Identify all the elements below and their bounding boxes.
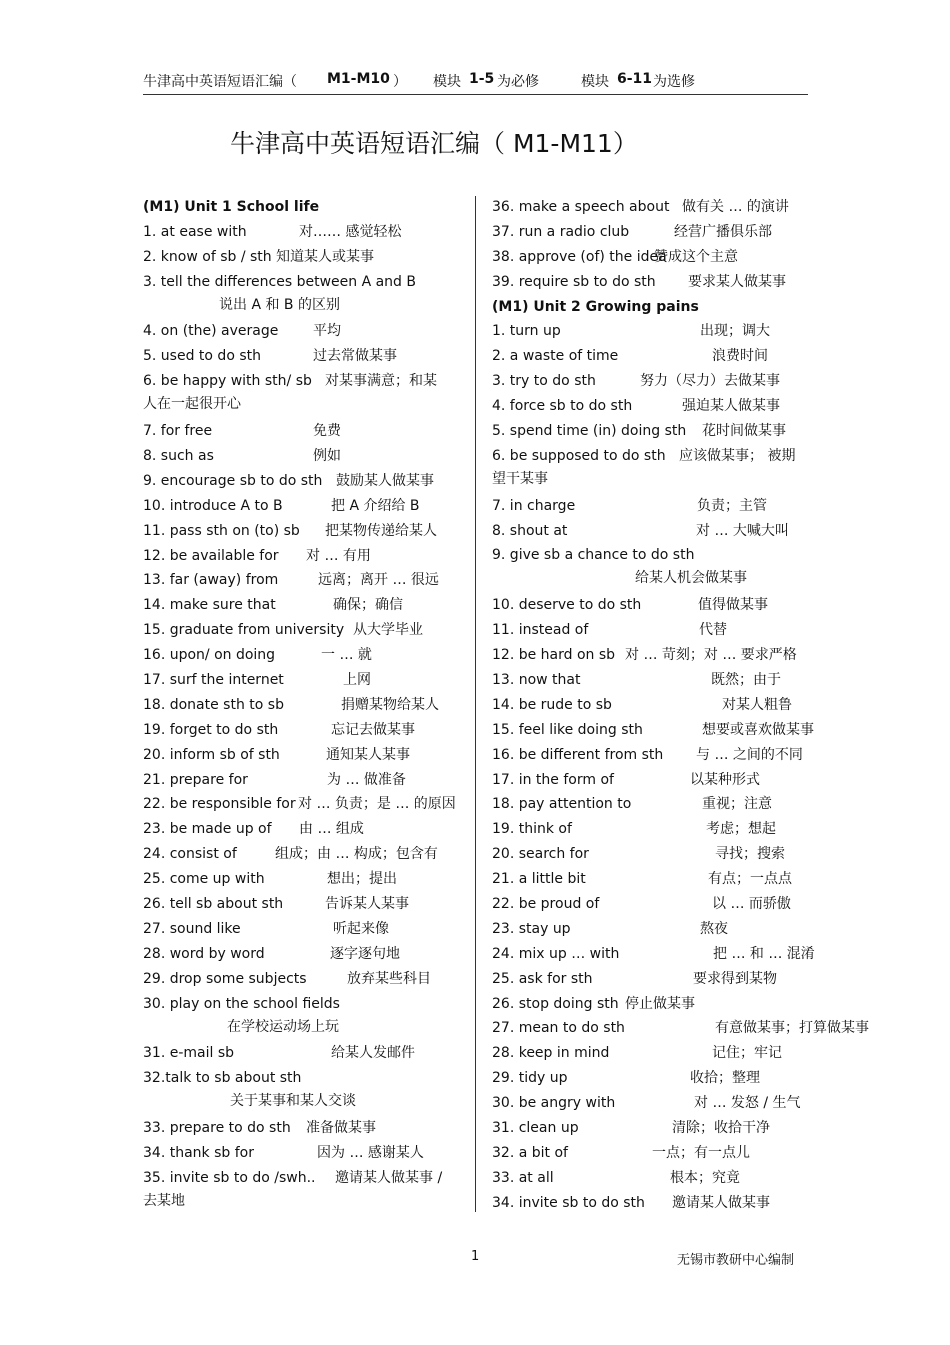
phrase-chinese: 逐字逐句地 xyxy=(330,945,400,962)
phrase-entry xyxy=(492,843,808,868)
phrase-chinese: 把 … 和 … 混淆 xyxy=(713,945,815,962)
phrase-chinese-continued: 给某人机会做某事 xyxy=(635,570,747,587)
phrase-chinese: 想要或喜欢做某事 xyxy=(702,721,814,738)
phrase-entry xyxy=(492,196,808,221)
phrase-chinese: 对 … 有用 xyxy=(306,547,371,564)
phrase-chinese: 免费 xyxy=(313,423,341,440)
phrase-chinese: 停止做某事 xyxy=(625,995,695,1012)
phrase-english: 30. be angry with xyxy=(492,1095,616,1112)
phrase-entry xyxy=(492,271,808,296)
phrase-chinese: 对 … 苛刻；对 … 要求严格 xyxy=(625,647,797,664)
phrase-chinese: 告诉某人某事 xyxy=(325,895,409,912)
phrase-english: 26. tell sb about sth xyxy=(143,895,284,912)
phrase-chinese: 听起来像 xyxy=(333,920,389,937)
phrase-entry xyxy=(492,619,808,644)
phrase-english: 31. e-mail sb xyxy=(143,1045,235,1062)
running-header xyxy=(143,70,808,95)
phrase-chinese: 对 … 负责；是 … 的原因 xyxy=(298,796,456,813)
phrase-chinese: 强迫某人做某事 xyxy=(682,398,780,415)
phrase-english: 4. force sb to do sth xyxy=(492,398,633,415)
phrase-chinese: 与 … 之间的不同 xyxy=(696,746,803,763)
phrase-entry xyxy=(143,246,463,271)
phrase-english: 24. consist of xyxy=(143,846,237,863)
phrase-english: 13. now that xyxy=(492,671,581,688)
phrase-english: 22. be proud of xyxy=(492,895,600,912)
phrase-chinese-continued: 人在一起很开心 xyxy=(143,396,241,413)
phrase-entry xyxy=(143,470,463,495)
phrase-english: 39. require sb to do sth xyxy=(492,273,656,290)
phrase-chinese: 邀请某人做某事 / xyxy=(335,1169,443,1186)
phrase-chinese: 平均 xyxy=(313,323,341,340)
phrase-chinese: 想出；提出 xyxy=(327,871,397,888)
phrase-entry xyxy=(492,594,808,619)
phrase-english: 19. think of xyxy=(492,821,572,838)
phrase-entry xyxy=(143,694,463,719)
phrase-chinese: 负责；主管 xyxy=(697,497,767,514)
phrase-english: 9. encourage sb to do sth xyxy=(143,472,323,489)
phrase-chinese: 捐赠某物给某人 xyxy=(341,696,439,713)
phrase-chinese: 鼓励某人做某事 xyxy=(336,472,434,489)
phrase-chinese: 寻找；搜索 xyxy=(715,846,785,863)
phrase-entry xyxy=(143,545,463,570)
phrase-entry xyxy=(492,744,808,769)
phrase-english: 12. be available for xyxy=(143,547,279,564)
phrase-entry xyxy=(143,893,463,918)
phrase-entry xyxy=(143,943,463,968)
phrase-entry xyxy=(143,1042,463,1067)
header-text-3: ） xyxy=(393,74,407,90)
phrase-english: 9. give sb a chance to do sth xyxy=(492,547,695,564)
phrase-entry xyxy=(492,320,808,345)
phrase-english: 6. be supposed to do sth xyxy=(492,447,666,464)
phrase-english: 32.talk to sb about sth xyxy=(143,1070,302,1087)
phrase-english: 16. upon/ on doing xyxy=(143,647,276,664)
phrase-chinese: 忘记去做某事 xyxy=(331,721,415,738)
phrase-entry xyxy=(143,345,463,370)
phrase-english: 6. be happy with sth/ sb xyxy=(143,373,312,390)
phrase-english: 37. run a radio club xyxy=(492,223,630,240)
phrase-entry xyxy=(492,868,808,893)
phrase-entry xyxy=(492,246,808,271)
phrase-english: 27. sound like xyxy=(143,920,241,937)
phrase-english: 14. make sure that xyxy=(143,597,276,614)
phrase-entry xyxy=(143,818,463,843)
phrase-english: 21. a little bit xyxy=(492,871,586,888)
phrase-english: 3. tell the differences between A and B xyxy=(143,273,416,290)
phrase-english: 3. try to do sth xyxy=(492,373,596,390)
phrase-chinese: 努力（尽力）去做某事 xyxy=(640,373,780,390)
phrase-english: 15. feel like doing sth xyxy=(492,721,643,738)
phrase-chinese: 考虑；想起 xyxy=(706,821,776,838)
phrase-chinese: 从大学毕业 xyxy=(353,622,423,639)
right-column xyxy=(492,196,869,1217)
phrase-chinese: 因为 … 感谢某人 xyxy=(317,1144,424,1161)
phrase-entry xyxy=(492,644,808,669)
phrase-chinese: 赞成这个主意 xyxy=(654,248,738,265)
header-text-9: 为选修 xyxy=(653,74,695,90)
section-heading-text: (M1) Unit 1 School life xyxy=(143,199,320,215)
phrase-english: 35. invite sb to do /swh.. xyxy=(143,1169,316,1186)
phrase-chinese: 放弃某些科目 xyxy=(347,970,431,987)
phrase-chinese: 根本；究竟 xyxy=(670,1169,740,1186)
phrase-chinese: 对某人粗鲁 xyxy=(722,696,792,713)
phrase-english: 36. make a speech about xyxy=(492,199,670,215)
phrase-english: 10. introduce A to B xyxy=(143,497,283,514)
phrase-entry xyxy=(143,420,463,445)
phrase-entry xyxy=(143,594,463,619)
phrase-entry xyxy=(143,719,463,744)
phrase-chinese: 重视；注意 xyxy=(702,796,772,813)
phrase-chinese: 花时间做某事 xyxy=(702,423,786,440)
phrase-chinese: 给某人发邮件 xyxy=(331,1045,415,1062)
phrase-chinese: 例如 xyxy=(313,447,341,464)
column-divider xyxy=(475,196,476,1212)
section-heading xyxy=(143,196,463,221)
phrase-chinese: 邀请某人做某事 xyxy=(672,1194,770,1211)
phrase-entry xyxy=(492,370,808,395)
phrase-entry xyxy=(492,993,808,1018)
phrase-entry xyxy=(492,694,808,719)
phrase-english: 12. be hard on sb xyxy=(492,647,616,664)
phrase-chinese-continued: 说出 A 和 B 的区别 xyxy=(219,296,340,313)
phrase-english: 1. turn up xyxy=(492,323,561,340)
header-text-2: M1-M10 xyxy=(327,71,390,87)
phrase-english: 14. be rude to sb xyxy=(492,696,612,713)
phrase-entry xyxy=(143,968,463,993)
phrase-chinese: 组成；由 … 构成；包含有 xyxy=(275,846,438,863)
phrase-entry xyxy=(492,918,808,943)
phrase-entry xyxy=(143,1142,463,1167)
phrase-entry xyxy=(143,221,463,246)
phrase-english: 10. deserve to do sth xyxy=(492,597,642,614)
phrase-chinese: 知道某人或某事 xyxy=(276,248,374,265)
phrase-english: 11. instead of xyxy=(492,622,589,639)
phrase-entry xyxy=(143,271,463,321)
phrase-english: 2. a waste of time xyxy=(492,348,619,365)
phrase-chinese-continued: 望干某事 xyxy=(492,470,548,487)
phrase-chinese: 既然；由于 xyxy=(711,671,781,688)
header-text-5: 1-5 xyxy=(469,71,495,87)
phrase-chinese: 过去常做某事 xyxy=(313,348,397,365)
page-number: 1 xyxy=(471,1249,480,1264)
phrase-entry xyxy=(492,395,808,420)
phrase-entry xyxy=(143,1067,463,1117)
phrase-english: 24. mix up … with xyxy=(492,945,620,962)
footer-organization: 无锡市教研中心编制 xyxy=(677,1253,795,1268)
phrase-english: 26. stop doing sth xyxy=(492,995,619,1012)
phrase-english: 15. graduate from university xyxy=(143,622,345,639)
phrase-english: 8. such as xyxy=(143,447,214,464)
phrase-chinese: 远离；离开 … 很远 xyxy=(318,572,439,589)
phrase-chinese: 上网 xyxy=(343,671,371,688)
phrase-chinese: 以某种形式 xyxy=(690,771,760,788)
phrase-entry xyxy=(492,818,808,843)
phrase-entry xyxy=(143,1117,463,1142)
phrase-english: 2. know of sb / sth xyxy=(143,248,272,265)
phrase-entry xyxy=(492,669,808,694)
phrase-english: 20. search for xyxy=(492,846,589,863)
phrase-chinese: 以 … 而骄傲 xyxy=(712,895,791,912)
phrase-entry xyxy=(492,221,808,246)
phrase-chinese: 对…… 感觉轻松 xyxy=(299,223,402,240)
phrase-chinese-continued: 去某地 xyxy=(143,1192,185,1209)
phrase-chinese: 清除；收拾干净 xyxy=(672,1119,770,1136)
phrase-english: 18. donate sth to sb xyxy=(143,696,284,713)
phrase-english: 19. forget to do sth xyxy=(143,721,279,738)
phrase-entry xyxy=(143,843,463,868)
phrase-chinese: 准备做某事 xyxy=(306,1120,376,1137)
phrase-entry xyxy=(492,1042,808,1067)
phrase-english: 28. keep in mind xyxy=(492,1045,610,1062)
phrase-chinese-continued: 在学校运动场上玩 xyxy=(227,1018,339,1035)
phrase-entry xyxy=(492,1142,808,1167)
phrase-entry xyxy=(143,769,463,794)
phrase-entry xyxy=(492,793,808,818)
phrase-entry xyxy=(143,1167,463,1217)
phrase-chinese: 值得做某事 xyxy=(698,597,768,614)
phrase-english: 1. at ease with xyxy=(143,223,247,240)
phrase-chinese: 有点；一点点 xyxy=(708,871,792,888)
phrase-entry xyxy=(143,644,463,669)
phrase-entry xyxy=(143,669,463,694)
phrase-entry xyxy=(492,345,808,370)
phrase-english: 11. pass sth on (to) sb xyxy=(143,522,300,539)
phrase-entry xyxy=(143,320,463,345)
phrase-english: 17. surf the internet xyxy=(143,671,284,688)
phrase-chinese: 有意做某事；打算做某事 xyxy=(715,1020,869,1037)
phrase-chinese: 对某事满意；和某 xyxy=(325,373,437,390)
phrase-entry xyxy=(143,793,463,818)
phrase-entry xyxy=(492,1167,808,1192)
phrase-english: 23. stay up xyxy=(492,920,571,937)
phrase-english: 29. tidy up xyxy=(492,1070,568,1087)
phrase-chinese: 为 … 做准备 xyxy=(327,771,406,788)
phrase-english: 25. ask for sth xyxy=(492,970,593,987)
phrase-chinese: 应该做某事； 被期 xyxy=(679,447,796,464)
section-heading-text: (M1) Unit 2 Growing pains xyxy=(492,298,699,315)
phrase-entry xyxy=(143,370,463,420)
phrase-chinese: 通知某人某事 xyxy=(326,746,410,763)
phrase-chinese: 一点；有一点儿 xyxy=(652,1144,750,1161)
phrase-chinese: 对 … 大喊大叫 xyxy=(696,522,789,539)
phrase-entry xyxy=(492,520,808,545)
phrase-chinese: 记住；牢记 xyxy=(712,1045,782,1062)
phrase-entry xyxy=(143,619,463,644)
phrase-english: 33. prepare to do sth xyxy=(143,1120,291,1137)
phrase-english: 5. used to do sth xyxy=(143,348,261,365)
phrase-english: 13. far (away) from xyxy=(143,572,279,589)
header-text-4: 模块 xyxy=(433,74,461,90)
phrase-english: 22. be responsible for xyxy=(143,796,296,813)
phrase-english: 4. on (the) average xyxy=(143,323,279,340)
phrase-entry xyxy=(492,1092,808,1117)
phrase-entry xyxy=(492,420,808,445)
header-text-6: 为必修 xyxy=(497,74,539,90)
phrase-english: 25. come up with xyxy=(143,871,265,888)
section-heading xyxy=(492,296,808,321)
phrase-entry xyxy=(492,445,808,495)
phrase-entry xyxy=(143,993,463,1043)
phrase-entry xyxy=(143,744,463,769)
phrase-chinese: 代替 xyxy=(699,622,727,639)
phrase-entry xyxy=(492,1067,808,1092)
phrase-chinese: 把某物传递给某人 xyxy=(325,522,437,539)
phrase-entry xyxy=(492,943,815,968)
phrase-english: 7. for free xyxy=(143,423,213,440)
phrase-chinese: 出现；调大 xyxy=(700,323,770,340)
phrase-chinese: 由 … 组成 xyxy=(299,821,364,838)
phrase-chinese: 做有关 … 的演讲 xyxy=(682,199,789,215)
phrase-english: 30. play on the school fields xyxy=(143,995,340,1012)
phrase-english: 29. drop some subjects xyxy=(143,970,307,987)
phrase-english: 16. be different from sth xyxy=(492,746,664,763)
phrase-chinese: 把 A 介绍给 B xyxy=(331,497,420,514)
phrase-english: 7. in charge xyxy=(492,497,576,514)
phrase-chinese: 要求得到某物 xyxy=(693,970,777,987)
phrase-entry xyxy=(492,968,808,993)
phrase-english: 8. shout at xyxy=(492,522,568,539)
phrase-entry xyxy=(492,1192,808,1217)
phrase-entry xyxy=(492,495,808,520)
left-column xyxy=(143,196,463,1217)
phrase-english: 5. spend time (in) doing sth xyxy=(492,423,687,440)
phrase-english: 34. invite sb to do sth xyxy=(492,1194,645,1211)
phrase-entry xyxy=(143,569,463,594)
phrase-english: 27. mean to do sth xyxy=(492,1020,625,1037)
phrase-chinese: 浪费时间 xyxy=(712,348,768,365)
header-text-8: 6-11 xyxy=(617,71,653,87)
phrase-english: 28. word by word xyxy=(143,945,265,962)
phrase-chinese: 要求某人做某事 xyxy=(688,273,786,290)
phrase-chinese: 经营广播俱乐部 xyxy=(674,223,772,240)
phrase-entry xyxy=(143,495,463,520)
phrase-chinese: 一 … 就 xyxy=(321,647,372,664)
phrase-english: 38. approve (of) the idea xyxy=(492,248,667,265)
phrase-chinese: 确保；确信 xyxy=(333,597,403,614)
phrase-english: 32. a bit of xyxy=(492,1144,568,1161)
phrase-chinese: 熬夜 xyxy=(700,920,728,937)
phrase-entry xyxy=(143,868,463,893)
phrase-english: 34. thank sb for xyxy=(143,1144,254,1161)
phrase-entry xyxy=(492,544,808,594)
phrase-entry xyxy=(143,520,463,545)
phrase-english: 20. inform sb of sth xyxy=(143,746,280,763)
phrase-english: 17. in the form of xyxy=(492,771,614,788)
phrase-english: 33. at all xyxy=(492,1169,554,1186)
header-text-7: 模块 xyxy=(581,74,609,90)
phrase-english: 31. clean up xyxy=(492,1119,579,1136)
phrase-english: 18. pay attention to xyxy=(492,796,632,813)
phrase-chinese: 收拾；整理 xyxy=(690,1070,760,1087)
phrase-chinese: 对 … 发怒 / 生气 xyxy=(694,1095,801,1112)
phrase-english: 21. prepare for xyxy=(143,771,248,788)
phrase-entry xyxy=(492,893,808,918)
phrase-entry xyxy=(492,719,814,744)
phrase-chinese-continued: 关于某事和某人交谈 xyxy=(230,1093,356,1110)
phrase-entry xyxy=(143,918,463,943)
header-text-1: 牛津高中英语短语汇编（ xyxy=(143,74,297,90)
phrase-entry xyxy=(492,1017,869,1042)
phrase-entry xyxy=(492,769,808,794)
document-title: 牛津高中英语短语汇编（ M1-M11） xyxy=(230,129,638,158)
phrase-english: 23. be made up of xyxy=(143,821,272,838)
phrase-entry xyxy=(143,445,463,470)
phrase-entry xyxy=(492,1117,808,1142)
